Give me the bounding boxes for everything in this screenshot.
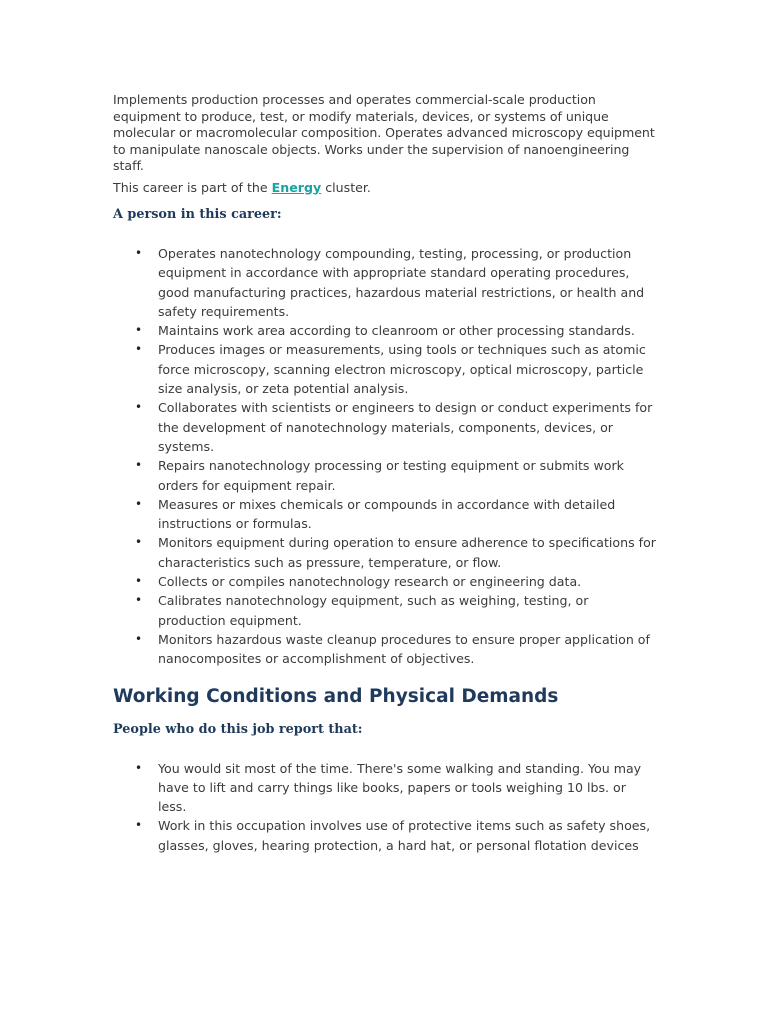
tasks-heading: A person in this career:: [113, 207, 282, 222]
list-item-text: Maintains work area according to cleanroom or other processing standards.: [158, 323, 635, 339]
list-item-text: Operates nanotechnology compounding, testing, processing, or production equipment in accordance with appropriate standard operating procedures, good manufacturing practices, hazardous material restrictions, or health and safety requirements.: [158, 246, 645, 319]
bullet-icon: •: [135, 760, 143, 775]
cluster-suffix: cluster.: [321, 179, 371, 195]
list-item-text: Calibrates nanotechnology equipment, such as weighing, testing, or production equipment.: [158, 593, 589, 628]
document-page: [113, 92, 658, 855]
list-item: [113, 630, 658, 669]
list-item: [113, 816, 658, 855]
list-item: [113, 340, 658, 398]
energy-cluster-link[interactable]: Energy: [271, 179, 322, 195]
bullet-icon: •: [135, 593, 143, 608]
list-item-text: Work in this occupation involves use of protective items such as safety shoes, glasses, gloves, hearing protection, a hard hat, or personal flotation devices: [158, 818, 651, 853]
list-item-text: Collaborates with scientists or engineers to design or conduct experiments for the development of nanotechnology materials, components, devices, or systems.: [158, 400, 653, 454]
cluster-line: [113, 180, 658, 197]
list-item: [113, 572, 658, 591]
tasks-list: [113, 244, 658, 669]
list-item: [113, 398, 658, 456]
bullet-icon: •: [135, 535, 143, 550]
bullet-icon: •: [135, 574, 143, 589]
list-item-text: Monitors hazardous waste cleanup procedures to ensure proper application of nanocomposites or accomplishment of objectives.: [158, 631, 650, 667]
bullet-icon: •: [135, 631, 143, 646]
list-item-text: Monitors equipment during operation to ensure adherence to specifications for characteristics such as pressure, temperature, or flow.: [158, 535, 656, 570]
list-item-text: Measures or mixes chemicals or compounds in accordance with detailed instructions or formulas.: [158, 496, 616, 532]
bullet-icon: •: [135, 342, 143, 357]
bullet-icon: •: [135, 496, 143, 511]
list-item: [113, 591, 658, 630]
list-item-text: Produces images or measurements, using tools or techniques such as atomic force microscopy, scanning electron microscopy, optical microscopy, particle size analysis, or zeta potential analysis.: [158, 342, 646, 397]
bullet-icon: •: [135, 818, 143, 833]
list-item: [113, 533, 658, 572]
conditions-heading: People who do this job report that:: [113, 721, 363, 737]
list-item-text: Collects or compiles nanotechnology research or engineering data.: [158, 574, 582, 590]
cluster-prefix: This career is part of the: [113, 179, 272, 195]
bullet-icon: •: [135, 458, 143, 473]
list-item: [113, 244, 658, 321]
list-item-text: Repairs nanotechnology processing or testing equipment or submits work orders for equipment repair.: [158, 458, 624, 493]
bullet-icon: •: [135, 400, 143, 415]
bullet-icon: •: [135, 323, 143, 338]
list-item: [113, 759, 658, 817]
career-description: Implements production processes and operates commercial-scale production equipment to produce, test, or modify materials, devices, or systems of unique molecular or macromolecular composition. Operates advanced microscopy equipment to manipulate nanoscale objects. Works under the supervision of nanoengineering staff.: [113, 92, 655, 173]
section-title: Working Conditions and Physical Demands: [113, 685, 559, 707]
bullet-icon: •: [135, 246, 143, 260]
conditions-list: [113, 759, 658, 855]
list-item: [113, 456, 658, 495]
list-item: [113, 321, 658, 340]
list-item-text: You would sit most of the time. There's some walking and standing. You may have to lift and carry things like books, papers or tools weighing 10 lbs. or less.: [158, 760, 642, 815]
list-item: [113, 495, 658, 534]
